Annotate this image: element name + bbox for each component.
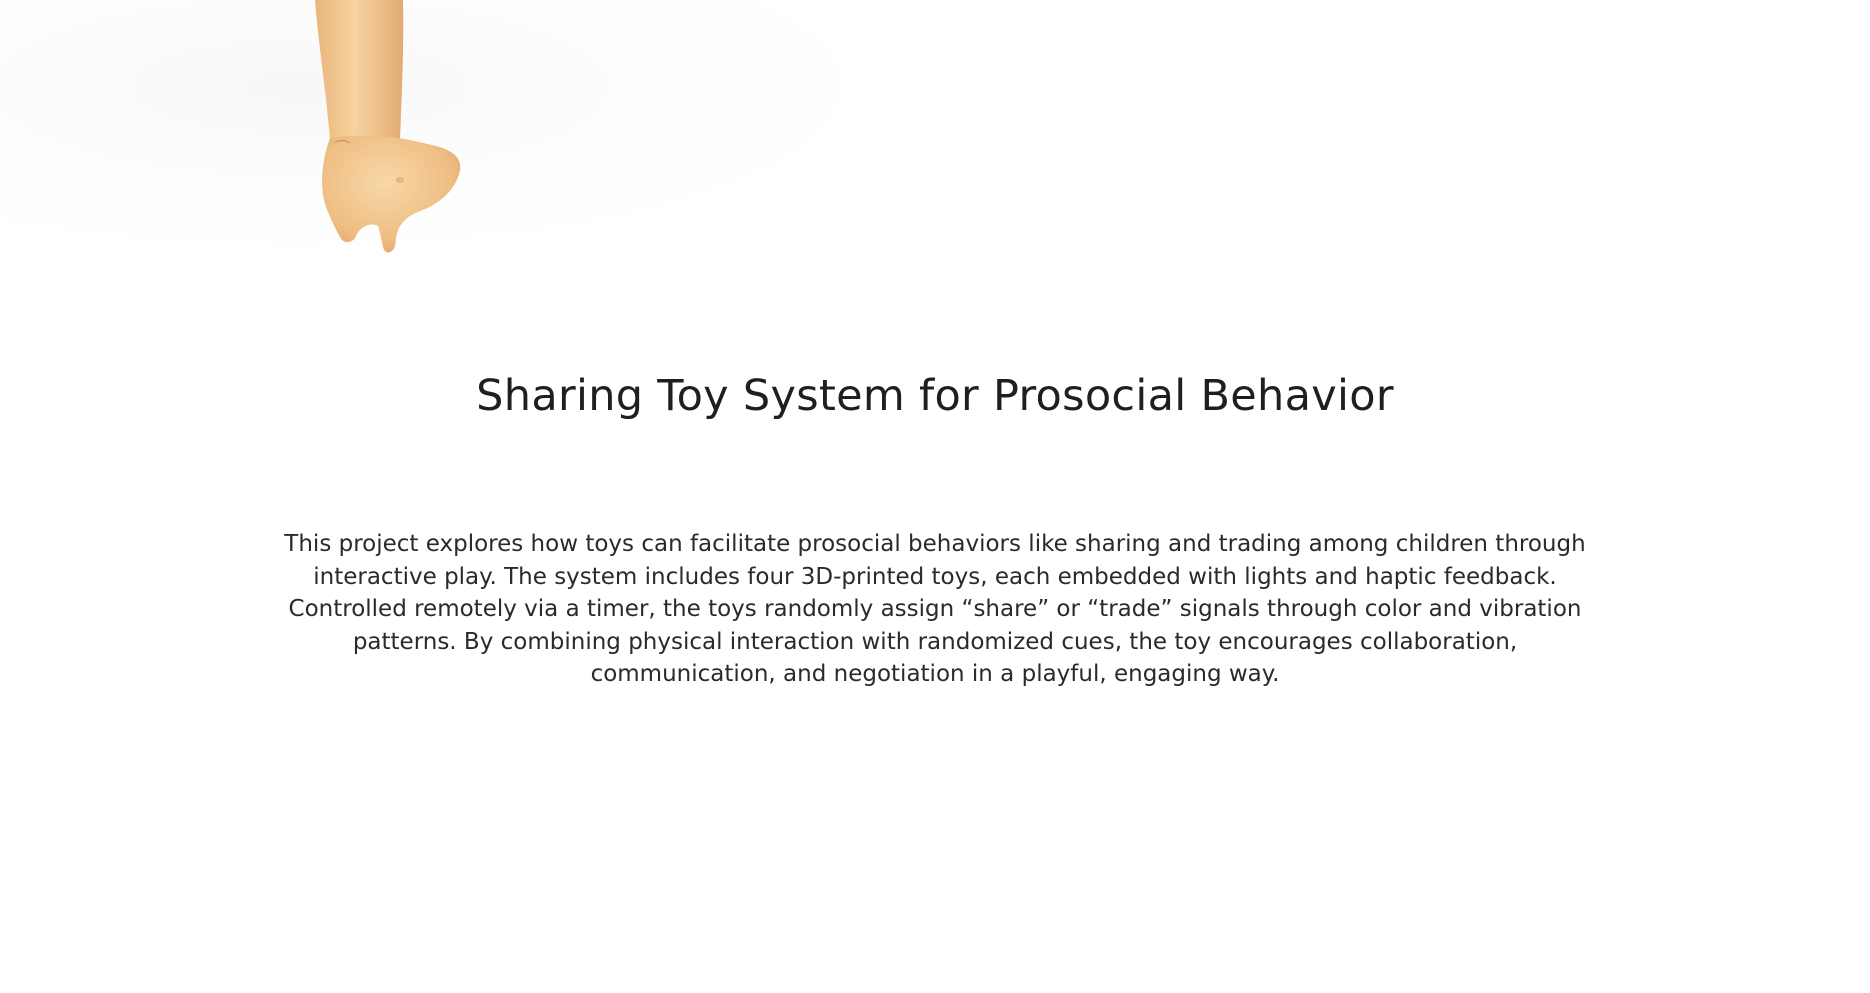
page-title: Sharing Toy System for Prosocial Behavior xyxy=(476,371,1394,421)
toy-render-image xyxy=(0,0,1000,300)
project-description: This project explores how toys can facilitate prosocial behaviors like sharing and trading among children through interactive play. The system includes four 3D-printed toys, each embedded with lights and haptic feedback. Controlled remotely via a timer, the toys randomly assign “share” or “trade” signals through color and vibration patterns. By combining physical interaction with randomized cues, the toy encourages collaboration, communication, and negotiation in a playful, engaging way. xyxy=(284,531,1586,687)
